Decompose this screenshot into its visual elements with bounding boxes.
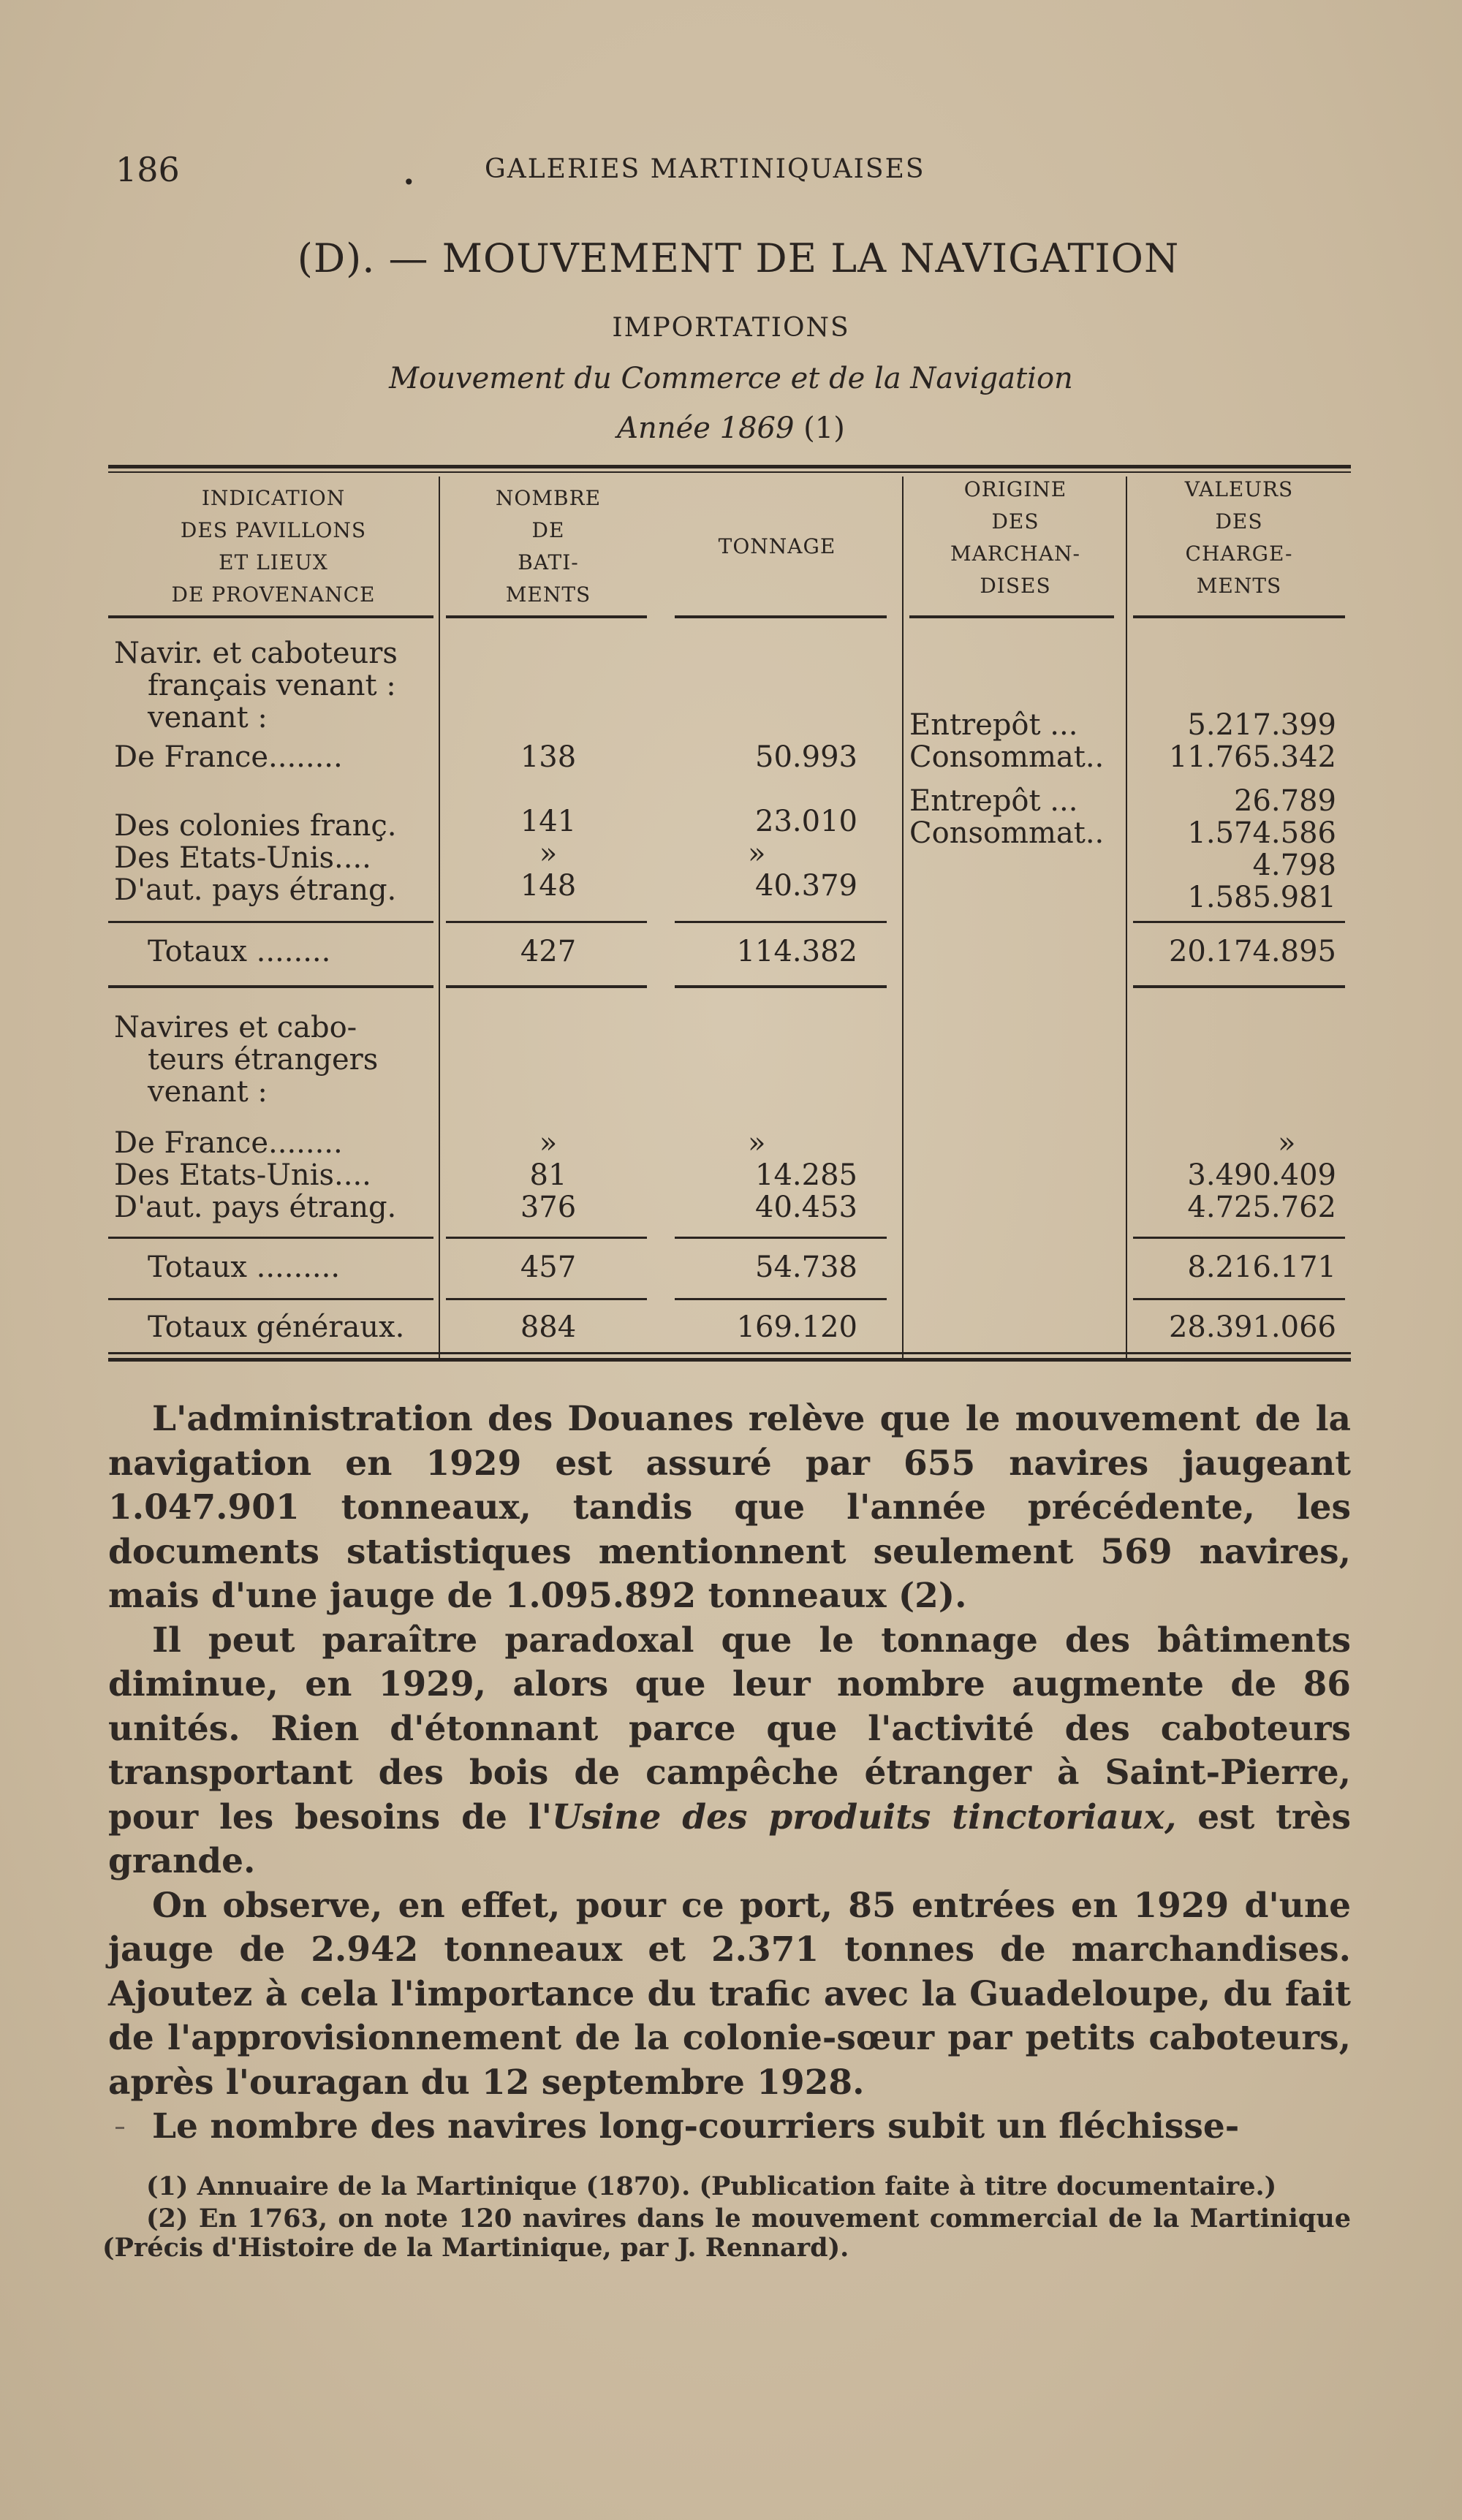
grand-total-batiments: 884 (520, 1310, 577, 1344)
total-rule (446, 985, 647, 988)
running-head (115, 150, 1358, 194)
col-divider (439, 477, 440, 1361)
table-top-rule-thin (108, 471, 1351, 473)
subtotal-rule (108, 1237, 433, 1239)
cell-valeurs: 4.725.762 (1187, 1191, 1336, 1224)
row-label: De France........ (114, 740, 343, 774)
cell-valeurs: 11.765.342 (1168, 740, 1336, 774)
total-batiments: 427 (520, 935, 577, 968)
total-valeurs: 20.174.895 (1168, 935, 1336, 968)
cell-batiments: 376 (520, 1191, 577, 1224)
running-title: GALERIES MARTINIQUAISES (485, 154, 925, 184)
grand-total-tonnage: 169.120 (736, 1310, 857, 1344)
footnote: (1) Annuaire de la Martinique (1870). (Publication faite à titre documentaire.) (146, 2171, 1277, 2201)
row-label: D'aut. pays étrang. (114, 1191, 397, 1224)
paragraph-italic: Usine des produits tinctoriaux, (551, 1796, 1177, 1837)
header-tonnage: TONNAGE (718, 534, 836, 558)
row-label: Des colonies franç. (114, 809, 397, 843)
total-rule (1133, 1298, 1345, 1300)
total-rule (675, 985, 887, 988)
subtotal-rule (108, 921, 433, 923)
navigation-table (108, 460, 1351, 1367)
cell-origine: Entrepôt ... (909, 708, 1078, 742)
section-label-line: venant : (148, 701, 268, 735)
header-rule (675, 615, 887, 618)
subtotal-rule (446, 1237, 647, 1239)
total-label: Totaux ......... (148, 1250, 341, 1284)
cell-valeurs: 1.574.586 (1187, 816, 1336, 850)
table-bottom-rule-thin (108, 1352, 1351, 1354)
footnote-separator (115, 2127, 124, 2129)
total-rule (108, 1298, 433, 1300)
cell-valeurs: 3.490.409 (1187, 1158, 1336, 1192)
cell-batiments: » (539, 1126, 558, 1160)
cell-tonnage: 23.010 (755, 805, 857, 838)
total-tonnage: 114.382 (736, 935, 857, 968)
subtotal-rule (1133, 1237, 1345, 1239)
cell-valeurs: 26.789 (1234, 784, 1336, 818)
total-tonnage: 54.738 (755, 1250, 857, 1284)
header-rule (1133, 615, 1345, 618)
total-batiments: 457 (520, 1250, 577, 1284)
grand-total-valeurs: 28.391.066 (1168, 1310, 1336, 1344)
subtotal-rule (1133, 921, 1345, 923)
paragraph: Le nombre des navires long-courriers subit un fléchisse- (152, 2106, 1240, 2147)
page-number: 186 (115, 150, 180, 189)
total-rule (446, 1298, 647, 1300)
total-valeurs: 8.216.171 (1187, 1250, 1336, 1284)
paragraph-text: est très grande. (108, 1796, 1352, 1881)
body-text (108, 1397, 1351, 2149)
header-valeurs: VALEURS DES CHARGE- MENTS (1184, 477, 1294, 598)
cell-valeurs: 5.217.399 (1187, 708, 1336, 742)
sub-title: IMPORTATIONS (612, 313, 850, 343)
header-rule (108, 615, 433, 618)
paragraph-text: Il peut paraître paradoxal que le tonnage des bâtiments diminue, en 1929, alors que leur nombre augmente de 86 unités. Rien d'étonnant parce que l'activité des caboteurs transportant des bois de campêche étranger à Saint-Pierre, pour les besoins de l' (108, 1620, 1351, 1837)
total-rule (108, 985, 433, 988)
cell-batiments: 148 (520, 869, 577, 903)
row-label: De France........ (114, 1126, 343, 1160)
header-provenance: INDICATION DES PAVILLONS ET LIEUX DE PROVENANCE (171, 486, 376, 607)
year-line (0, 411, 1462, 445)
cell-batiments: » (539, 837, 558, 870)
paragraph: On observe, en effet, pour ce port, 85 entrées en 1929 d'une jauge de 2.942 tonneaux et 2.371 tonnes de marchandises. Ajoutez à cela l'importance du trafic avec la Guadeloupe, du fait de l'approvisionnement de la colonie-sœur par petits caboteurs, après l'ouragan du 12 septembre 1928. (108, 1885, 1351, 2103)
table-caption: Mouvement du Commerce et de la Navigation (389, 362, 1073, 395)
row-label: Des Etats-Unis.... (114, 841, 371, 875)
total-rule (675, 1298, 887, 1300)
year-footnote-ref: (1) (794, 411, 845, 445)
subtotal-rule (446, 921, 647, 923)
cell-batiments: 81 (529, 1158, 567, 1192)
paragraph (108, 1619, 1351, 1884)
ornament-dot-icon: • (403, 170, 415, 194)
cell-tonnage: 40.453 (755, 1191, 857, 1224)
row-label: D'aut. pays étrang. (114, 873, 397, 907)
footnotes (102, 2172, 1351, 2266)
row-label: Des Etats-Unis.... (114, 1158, 371, 1192)
cell-tonnage: » (748, 837, 766, 870)
section-label-line: français venant : (148, 669, 396, 702)
table-bottom-rule (108, 1358, 1351, 1362)
header-rule (909, 615, 1114, 618)
cell-valeurs: 1.585.981 (1187, 881, 1336, 914)
col-divider (902, 477, 904, 1361)
section-label-line: venant : (148, 1075, 268, 1109)
header-rule (446, 615, 647, 618)
table-top-rule (108, 465, 1351, 468)
cell-tonnage: » (748, 1126, 766, 1160)
cell-origine: Entrepôt ... (909, 784, 1078, 818)
cell-tonnage: 50.993 (755, 740, 857, 774)
grand-total-label: Totaux généraux. (148, 1310, 405, 1344)
cell-tonnage: 14.285 (755, 1158, 857, 1192)
year-label: Année 1869 (617, 411, 795, 445)
cell-tonnage: 40.379 (755, 869, 857, 903)
cell-origine: Consommat.. (909, 816, 1105, 850)
section-label-line: teurs étrangers (148, 1043, 379, 1077)
cell-valeurs: 4.798 (1252, 849, 1336, 882)
subtotal-rule (675, 1237, 887, 1239)
cell-batiments: 138 (520, 740, 577, 774)
col-divider (1126, 477, 1127, 1361)
subtotal-rule (675, 921, 887, 923)
header-batiments: NOMBRE DE BATI- MENTS (495, 486, 602, 607)
section-title: (D). — MOUVEMENT DE LA NAVIGATION (297, 235, 1180, 281)
cell-batiments: 141 (520, 805, 577, 838)
footnote: (2) En 1763, on note 120 navires dans le mouvement commercial de la Martinique (Précis d'Histoire de la Martinique, par J. Rennard). (102, 2204, 1351, 2263)
section-label-line: Navires et cabo- (114, 1011, 357, 1044)
section-label-line: Navir. et caboteurs (114, 637, 398, 670)
header-origine: ORIGINE DES MARCHAN- DISES (950, 477, 1080, 598)
total-rule (1133, 985, 1345, 988)
cell-valeurs: » (1278, 1126, 1296, 1160)
paragraph: L'administration des Douanes relève que le mouvement de la navigation en 1929 est assuré par 655 navires jaugeant 1.047.901 tonneaux, tandis que l'année précédente, les documents statistiques mentionnent seulement 569 navires, mais d'une jauge de 1.095.892 tonneaux (2). (108, 1399, 1351, 1616)
cell-origine: Consommat.. (909, 740, 1105, 774)
total-label: Totaux ........ (148, 935, 331, 968)
